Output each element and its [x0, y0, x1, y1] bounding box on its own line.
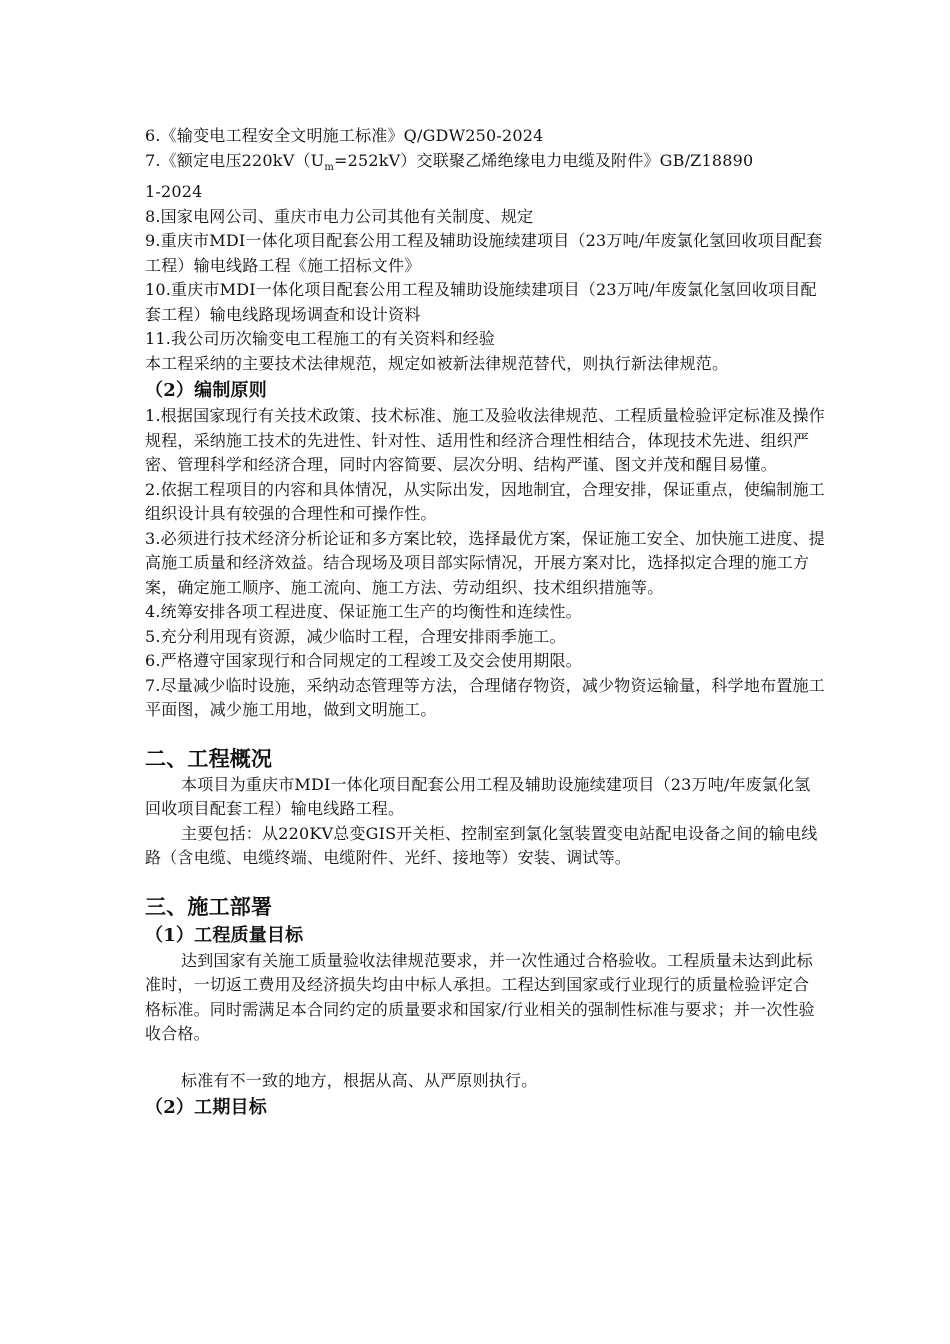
- overview-heading: 二、工程概况: [145, 745, 273, 771]
- quality-goal-paragraph: 达到国家有关施工质量验收法律规范要求，并一次性通过合格验收。工程质量未达到此标准时，一切返工费用及经济损失均由中标人承担。工程达到国家或行业现行的质量检验评定合格标准。同时需满足本合同约定的质量要求和国家/行业相关的强制性标准与要求；并一次性验收合格。: [145, 950, 815, 1044]
- principle-item-6: 6.严格遵守国家现行和合同规定的工程竣工及交会使用期限。: [145, 651, 582, 671]
- reference-item-9: 9.重庆市MDI一体化项目配套公用工程及辅助设施续建项目（23万吨/年废氯化氢回收项目配套工程）输电线路工程《施工招标文件》: [145, 231, 823, 275]
- deployment-heading: 三、施工部署: [145, 893, 273, 919]
- principle-item-5: 5.充分利用现有资源，减少临时工程，合理安排雨季施工。: [145, 626, 566, 646]
- reference-note: 本工程采纳的主要技术法律规范，规定如被新法律规范替代，则执行新法律规范。: [145, 353, 729, 373]
- principle-item-1: 1.根据国家现行有关技术政策、技术标准、施工及验收法律规范、工程质量检验评定标准及操作规程，采纳施工技术的先进性、针对性、适用性和经济合理性相结合，体现技术先进、组织严密、管理科学和经济合理，同时内容简要、层次分明、结构严谨、图文并茂和醒目易懂。: [145, 406, 825, 475]
- quality-standard-paragraph: 标准有不一致的地方，根据从高、从严原则执行。: [181, 1070, 538, 1090]
- principle-item-7: 7.尽量减少临时设施，采纳动态管理等方法，合理储存物资，减少物资运输量，科学地布置施工平面图，减少施工用地，做到文明施工。: [145, 675, 825, 720]
- principle-item-4: 4.统筹安排各项工程进度、保证施工生产的均衡性和连续性。: [145, 602, 582, 622]
- quality-goal-heading: （1）工程质量目标: [145, 924, 304, 946]
- reference-item-11: 11.我公司历次输变电工程施工的有关资料和经验: [145, 329, 496, 349]
- schedule-goal-heading: （2）工期目标: [145, 1097, 267, 1119]
- document-body: [145, 124, 825, 1121]
- reference-item-7: 7.《额定电压$220kV(U_m=252kV)$交联聚乙烯绝缘电力电缆及附件》GB/Z18890 1-2024: [145, 150, 754, 202]
- reference-item-6: 6.《输变电工程安全文明施工标准》Q/GDW250-2024: [145, 126, 544, 145]
- principles-heading: （2）编制原则: [145, 380, 267, 402]
- reference-item-8: 8.国家电网公司、重庆市电力公司其他有关制度、规定: [145, 206, 534, 226]
- overview-paragraph-1: 本项目为重庆市MDI一体化项目配套公用工程及辅助设施续建项目（23万吨/年废氯化氢回收项目配套工程）输电线路工程。: [145, 774, 811, 819]
- overview-paragraph-2: 主要包括：从220KV总变GIS开关柜、控制室到氯化氢装置变电站配电设备之间的输电线路（含电缆、电缆终端、电缆附件、光纤、接地等）安装、调试等。: [145, 823, 818, 868]
- principle-item-3: 3.必须进行技术经济分析论证和多方案比较，选择最优方案，保证施工安全、加快施工进度、提高施工质量和经济效益。结合现场及项目部实际情况，开展方案对比，选择拟定合理的施工方案，确定施工顺序、施工流向、施工方法、劳动组织、技术组织措施等。: [145, 528, 825, 597]
- reference-item-10: 10.重庆市MDI一体化项目配套公用工程及辅助设施续建项目（23万吨/年废氯化氢回收项目配套工程）输电线路现场调查和设计资料: [145, 280, 817, 324]
- principle-item-2: 2.依据工程项目的内容和具体情况，从实际出发，因地制宜，合理安排，保证重点，使编制施工组织设计具有较强的合理性和可操作性。: [145, 479, 825, 524]
